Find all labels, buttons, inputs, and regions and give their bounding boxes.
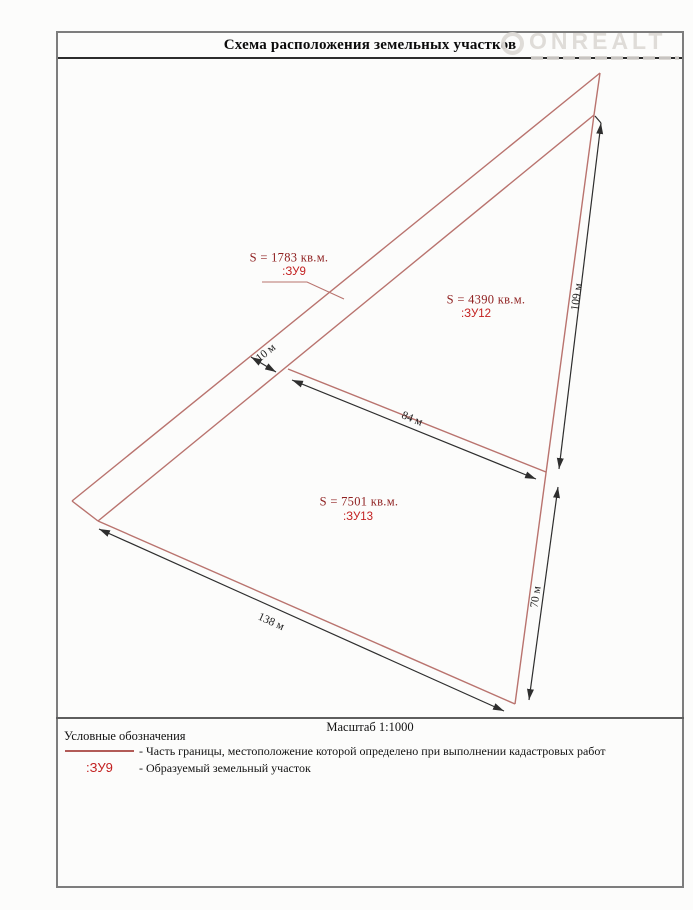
dim-label-70m: 70 м	[528, 585, 544, 609]
page-frame	[56, 31, 684, 888]
dim-label-138m: 138 м	[256, 610, 286, 634]
plot-zu12-id-label: :ЗУ12	[460, 308, 492, 320]
plot-zu13-area-label: S = 7501 кв.м.	[319, 494, 399, 509]
dim-label-84m: 84 м	[399, 409, 425, 429]
title-bar	[58, 33, 682, 59]
legend-heading: Условные обозначения	[64, 729, 186, 743]
page-title: Схема расположения земельных участков	[223, 36, 517, 53]
plot-zu9-area-label: S = 1783 кв.м.	[249, 250, 329, 265]
legend-item-parcel-text: - Образуемый земельный участок	[139, 761, 311, 775]
plot-zu12-area-label: S = 4390 кв.м.	[446, 292, 526, 307]
legend-item-boundary-text: - Часть границы, местоположение которой определено при выполнении кадастровых работ	[139, 744, 606, 758]
legend-boundary-line-sample	[65, 750, 134, 752]
watermark-brand: ONREALT	[529, 28, 667, 54]
dim-label-10m: 10 м	[253, 341, 279, 365]
legend-separator-line	[56, 717, 684, 719]
legend-zu-symbol: :ЗУ9	[86, 760, 113, 775]
plot-zu9-id-label: :ЗУ9	[282, 266, 306, 278]
dim-label-109m: 109 м	[569, 282, 585, 312]
scale-label: Масштаб 1:1000	[326, 720, 414, 734]
plot-zu13-id-label: :ЗУ13	[342, 511, 374, 523]
